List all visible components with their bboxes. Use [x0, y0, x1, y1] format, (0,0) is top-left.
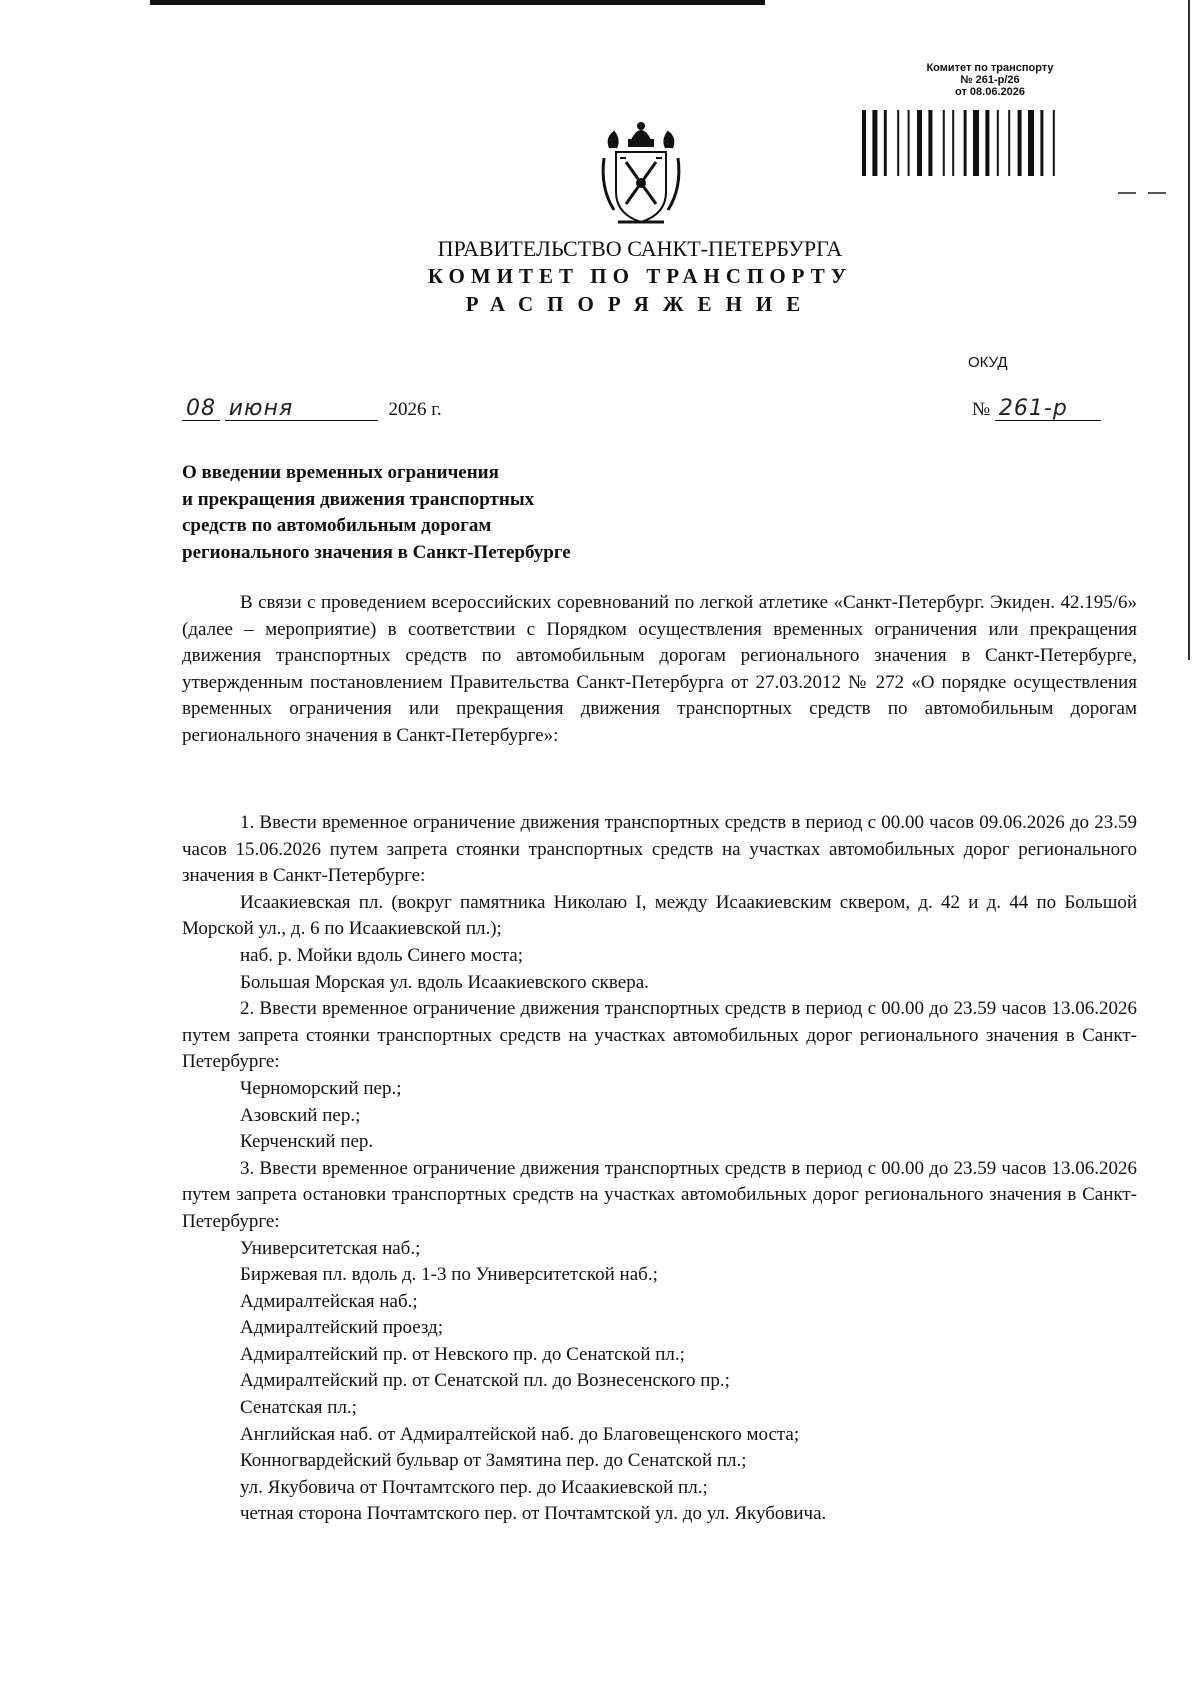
item-3-text: 3. Ввести временное ограничение движения транспортных средств в период с 00.00 до 23.59 часов 13.06.2026 путем запрета остановки транспортных средств на участках автомобильных дорог регионального значения в Санкт-Петербурге:	[182, 1157, 1137, 1232]
subject-line: и прекращения движения транспортных	[182, 488, 535, 510]
road-item: Биржевая пл. вдоль д. 1-3 по Университетской наб.;	[240, 1264, 658, 1286]
barcode-bar	[973, 110, 979, 176]
road-item: Адмиралтейский пр. от Сенатской пл. до Вознесенского пр.;	[240, 1370, 730, 1392]
barcode-bar	[908, 110, 910, 176]
scan-mark	[1148, 192, 1166, 194]
okud-label: ОКУД	[968, 354, 1008, 371]
date-month: июня	[225, 398, 378, 421]
barcode-bar	[964, 110, 967, 176]
barcode-bar	[1053, 110, 1055, 176]
road-item: ул. Якубовича от Почтамтского пер. до Исаакиевской пл.;	[240, 1476, 708, 1498]
item-1-text: 1. Ввести временное ограничение движения транспортных средств в период с 00.00 часов 09.06.2026 до 23.59 часов 15.06.2026 путем запрета стоянки транспортных средств на участках автомобильных дорог регионального значения в Санкт-Петербурге:	[182, 812, 1137, 887]
barcode-bar	[997, 110, 999, 176]
coat-of-arms-icon	[596, 118, 686, 230]
preamble-text: В связи с проведением всероссийских соревнований по легкой атлетике «Санкт-Петербург. Экиден. 42.195/6» (далее – мероприятие) в соответствии с Порядком осуществления временных ограничения или прекращения движения транспортных средств по автомобильным дорогам регионального значения в Санкт-Петербурге, утвержденным постановлением Правительства Санкт-Петербурга от 27.03.2012 № 272 «О порядке осуществления временных ограничения или прекращения движения транспортных средств по автомобильным дорогам регионального значения в Санкт-Петербурге»:	[182, 592, 1137, 746]
road-item: Конногвардейский бульвар от Замятина пер. до Сенатской пл.;	[240, 1450, 747, 1472]
road-item: Черноморский пер.;	[240, 1077, 402, 1099]
document-date	[182, 398, 442, 421]
item-2-text: 2. Ввести временное ограничение движения транспортных средств в период с 00.00 до 23.59 часов 13.06.2026 путем запрета стоянки транспортных средств на участках автомобильных дорог регионального значения в Санкт-Петербурге:	[182, 998, 1137, 1073]
barcode-bar	[897, 110, 899, 176]
document-subject	[182, 460, 571, 566]
stamp-line-2: № 261-р/26	[960, 74, 1020, 86]
scan-mark	[1118, 192, 1136, 194]
road-item: Адмиралтейский проезд;	[240, 1317, 443, 1339]
preamble	[182, 590, 1137, 750]
subject-line: регионального значения в Санкт-Петербурге	[182, 541, 571, 563]
stamp-line-1: Комитет по транспорту	[926, 62, 1054, 74]
road-item: Адмиралтейская наб.;	[240, 1290, 418, 1312]
item-1-place: Исаакиевская пл. (вокруг памятника Николаю I, между Исаакиевским сквером, д. 42 и д. 44 по Большой Морской ул., д. 6 по Исаакиевской пл.);	[182, 891, 1137, 940]
barcode-bar	[1040, 110, 1043, 176]
barcode-bar	[952, 110, 954, 176]
barcode-bar	[943, 110, 945, 176]
order-items	[182, 810, 1137, 1528]
scan-edge-top	[150, 0, 765, 5]
road-item: Азовский пер.;	[240, 1104, 361, 1126]
barcode-bar	[884, 110, 887, 176]
road-item: Английская наб. от Адмиралтейской наб. до Благовещенского моста;	[240, 1423, 800, 1445]
road-item: Университетская наб.;	[240, 1237, 421, 1259]
barcode-icon	[860, 110, 1125, 176]
barcode-bar	[1018, 110, 1022, 176]
barcode-bar	[862, 110, 866, 176]
road-item: Большая Морская ул. вдоль Исаакиевского сквера.	[240, 971, 649, 993]
scan-edge-right	[1188, 0, 1190, 660]
date-day: 08	[182, 398, 220, 421]
government-title: ПРАВИТЕЛЬСТВО САНКТ-ПЕТЕРБУРГА	[437, 236, 843, 261]
road-item: Адмиралтейский пр. от Невского пр. до Сенатской пл.;	[240, 1343, 685, 1365]
document-number	[972, 398, 1101, 421]
registration-stamp	[850, 62, 1130, 98]
barcode-bar	[928, 110, 932, 176]
road-item: Керченский пер.	[240, 1131, 374, 1153]
number-prefix: №	[972, 399, 991, 420]
barcode-bar	[985, 110, 989, 176]
committee-title: КОМИТЕТ ПО ТРАНСПОРТУ	[427, 264, 853, 288]
document-type-title: РАСПОРЯЖЕНИЕ	[465, 292, 815, 316]
number-value: 261-р	[995, 398, 1101, 421]
barcode-bar	[872, 110, 877, 176]
subject-line: средств по автомобильным дорогам	[182, 515, 492, 536]
barcode-bar	[917, 110, 922, 176]
road-item: четная сторона Почтамтского пер. от Почтамтской ул. до ул. Якубовича.	[240, 1503, 827, 1525]
road-item: Сенатская пл.;	[240, 1397, 357, 1419]
road-item: наб. р. Мойки вдоль Синего моста;	[240, 944, 524, 966]
date-year: 2026 г.	[388, 399, 442, 420]
stamp-line-3: от 08.06.2026	[955, 86, 1025, 98]
barcode-bar	[1028, 110, 1034, 176]
subject-line: О введении временных ограничения	[182, 462, 499, 483]
barcode-bar	[1008, 110, 1010, 176]
